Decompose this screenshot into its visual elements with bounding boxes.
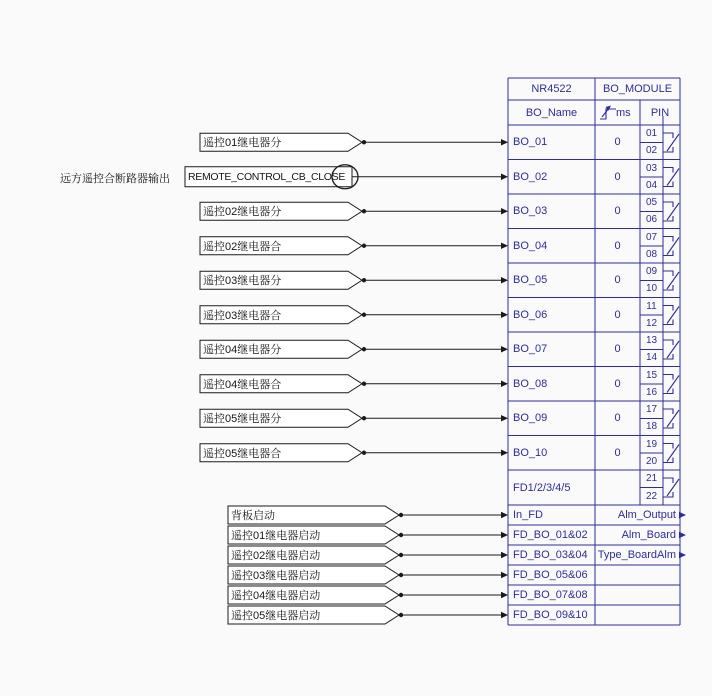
pin-number: 03 [645,162,658,174]
status-output-cell: Alm_Board [621,529,676,541]
input-tag-label[interactable]: 遥控04继电器合 [203,378,282,391]
relay-contact-icon [663,271,679,290]
module-title[interactable]: BO_MODULE [602,83,673,95]
pin-number: 15 [645,369,658,381]
remote-control-tag-label[interactable]: REMOTE_CONTROL_CB_CLOSE [188,170,346,183]
pin-number: 02 [645,145,658,157]
relay-contact-icon [663,306,679,325]
bo-name-cell: BO_06 [513,308,548,321]
pin-number: 12 [645,317,658,329]
module-model[interactable]: NR4522 [531,83,572,95]
status-output-cell [597,585,676,605]
status-input-cell: In_FD [513,509,543,521]
bo-name-cell: BO_02 [513,170,548,183]
relay-contact-icon [663,340,679,359]
column-header-ms: ms [616,106,631,119]
startup-tag-label[interactable]: 遥控01继电器启动 [231,530,321,542]
fd-row-label: FD1/2/3/4/5 [513,481,571,494]
bo-delay-cell[interactable]: 0 [614,308,621,321]
pin-number: 20 [645,455,658,467]
pin-number: 14 [645,352,658,364]
bo-name-cell: BO_09 [513,412,548,425]
startup-tag-label[interactable]: 背板启动 [231,510,275,522]
status-input-cell: FD_BO_03&04 [513,549,588,561]
relay-contact-icon [663,168,679,187]
pin-number: 05 [645,197,658,209]
status-output-cell [597,565,676,585]
bo-name-cell: BO_10 [513,446,548,459]
pin-number: 21 [645,473,658,485]
pin-number: 16 [645,386,658,398]
status-input-cell: FD_BO_07&08 [513,589,588,601]
bo-delay-cell[interactable]: 0 [614,274,621,287]
input-tag-label[interactable]: 遥控04继电器分 [203,344,282,357]
pin-number: 13 [645,335,658,347]
bo-name-cell: BO_01 [513,136,548,149]
pin-number: 18 [645,421,658,433]
pin-number: 01 [645,128,658,140]
bo-delay-cell[interactable]: 0 [614,412,621,425]
relay-contact-icon [663,444,679,463]
output-arrow-icon [679,532,686,538]
bo-delay-cell[interactable]: 0 [614,136,621,149]
status-input-cell: FD_BO_05&06 [513,569,588,581]
relay-contact-icon [663,409,679,428]
bo-name-cell: BO_04 [513,239,548,252]
relay-contact-icon [663,478,679,497]
input-tag-label[interactable]: 遥控03继电器分 [203,275,282,288]
bo-name-cell: BO_05 [513,274,548,287]
bo-delay-cell[interactable]: 0 [614,446,621,459]
output-arrow-icon [679,552,686,558]
pin-number: 17 [645,404,658,416]
input-tag-label[interactable]: 遥控05继电器合 [203,447,282,460]
rising-edge-icon [600,106,616,120]
relay-contact-icon [663,133,679,152]
pin-number: 19 [645,438,658,450]
bo-name-cell: BO_08 [513,377,548,390]
pin-number: 09 [645,266,658,278]
status-output-cell [597,605,676,625]
relay-contact-icon [663,375,679,394]
relay-contact-icon [663,237,679,256]
column-header-bo-name: BO_Name [525,106,578,119]
startup-tag-label[interactable]: 遥控03继电器启动 [231,570,321,582]
bo-delay-cell[interactable]: 0 [614,343,621,356]
status-output-cell: Alm_Output [617,509,676,521]
startup-tag-label[interactable]: 遥控05继电器启动 [231,610,321,622]
bo-name-cell: BO_07 [513,343,548,356]
status-output-cell: Type_BoardAlm [597,549,676,561]
pin-number: 04 [645,179,658,191]
left-annotation-text: 远方遥控合断路器输出 [60,172,170,185]
bo-delay-cell[interactable]: 0 [614,377,621,390]
bo-name-cell: BO_03 [513,205,548,218]
column-header-pin: PIN [650,106,670,119]
startup-tag-label[interactable]: 遥控04继电器启动 [231,590,321,602]
pin-number: 06 [645,214,658,226]
input-tag-label[interactable]: 遥控02继电器合 [203,240,282,253]
status-input-cell: FD_BO_09&10 [513,609,588,621]
output-arrow-icon [679,512,686,518]
bo-delay-cell[interactable]: 0 [614,239,621,252]
pin-number: 10 [645,283,658,295]
input-tag-label[interactable]: 遥控02继电器分 [203,206,282,219]
input-tag-label[interactable]: 遥控05继电器分 [203,413,282,426]
pin-number: 07 [645,231,658,243]
relay-contact-icon [663,202,679,221]
input-tag-label[interactable]: 遥控03继电器合 [203,309,282,322]
pin-number: 22 [645,490,658,502]
startup-tag-label[interactable]: 遥控02继电器启动 [231,550,321,562]
pin-number: 08 [645,248,658,260]
input-tag-label[interactable]: 遥控01继电器分 [203,137,282,150]
status-input-cell: FD_BO_01&02 [513,529,588,541]
bo-delay-cell[interactable]: 0 [614,205,621,218]
pin-number: 11 [646,300,657,312]
bo-delay-cell[interactable]: 0 [614,170,621,183]
